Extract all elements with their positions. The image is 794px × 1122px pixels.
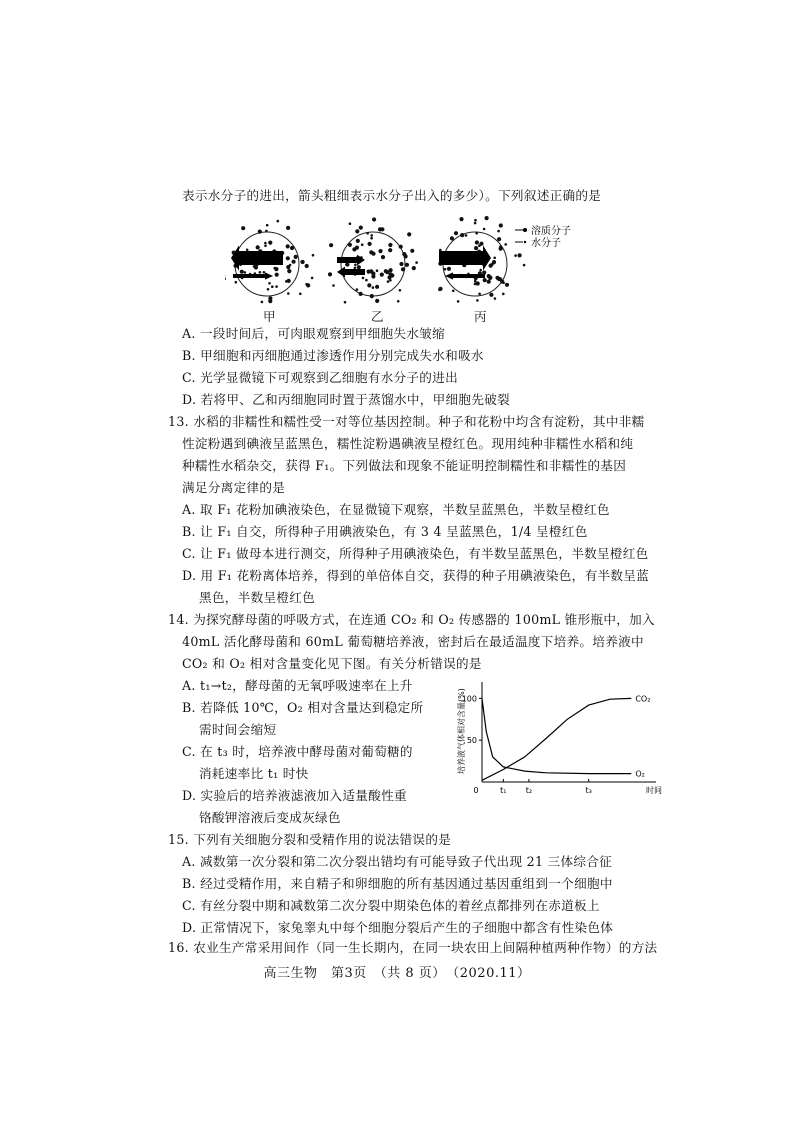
molecule-dot bbox=[474, 222, 477, 225]
molecule-dot bbox=[505, 283, 509, 287]
molecule-dot bbox=[399, 289, 402, 292]
molecule-dot bbox=[355, 246, 359, 250]
molecule-dot bbox=[294, 255, 298, 259]
molecule-dot bbox=[369, 269, 373, 273]
molecule-dot bbox=[258, 230, 262, 234]
q15-option-b: B. 经过受精作用，来自精子和卵细胞的所有基因通过基因重组到一个细胞中 bbox=[182, 876, 613, 891]
molecule-dot bbox=[367, 283, 371, 287]
molecule-dot bbox=[289, 264, 292, 267]
molecule-dot bbox=[460, 233, 464, 237]
page-footer: 高三生物 第3页 （共 8 页） （2020.11） bbox=[263, 966, 531, 981]
q15-option-c: C. 有丝分裂中期和减数第二次分裂中期染色体的着丝点都排列在赤道板上 bbox=[182, 898, 600, 913]
x-tick-label: 0 bbox=[473, 786, 479, 795]
molecule-dot bbox=[246, 249, 249, 252]
molecule-dot bbox=[474, 219, 477, 222]
molecule-dot bbox=[459, 217, 463, 221]
q14-stem-3: CO₂ 和 O₂ 相对含量变化见下图。有关分析错误的是 bbox=[182, 656, 482, 671]
molecule-dot bbox=[277, 220, 280, 223]
molecule-dot bbox=[475, 232, 478, 235]
molecule-dot bbox=[356, 288, 359, 291]
x-tick-label: t₃ bbox=[585, 786, 592, 795]
molecule-dot bbox=[225, 278, 226, 281]
molecule-dot bbox=[286, 256, 290, 260]
molecule-dot bbox=[476, 299, 479, 302]
molecule-dot bbox=[497, 230, 500, 233]
molecule-dot bbox=[375, 285, 379, 289]
molecule-dot bbox=[267, 288, 270, 291]
molecule-dot bbox=[483, 278, 487, 282]
molecule-dot bbox=[387, 280, 390, 283]
solute-legend-dot bbox=[523, 228, 527, 232]
molecule-dot bbox=[438, 288, 441, 291]
molecule-dot bbox=[370, 294, 374, 298]
q12-option-b: B. 甲细胞和丙细胞通过渗透作用分别完成失水和吸水 bbox=[182, 348, 484, 363]
molecule-dot bbox=[241, 226, 245, 230]
molecule-dot bbox=[263, 271, 266, 274]
molecule-dot bbox=[359, 292, 363, 296]
molecule-dot bbox=[378, 227, 382, 231]
molecule-dot bbox=[474, 246, 478, 250]
molecule-dot bbox=[348, 243, 352, 247]
legend bbox=[515, 224, 571, 249]
molecule-dot bbox=[266, 224, 269, 227]
molecule-dot bbox=[447, 267, 451, 271]
q12-option-d: D. 若将甲、乙和丙细胞同时置于蒸馏水中，甲细胞先破裂 bbox=[182, 392, 511, 407]
q13-stem-4: 满足分离定律的是 bbox=[182, 480, 286, 495]
series-label: O₂ bbox=[635, 769, 645, 779]
molecule-dot bbox=[388, 243, 392, 247]
legend-solute: 溶质分子 bbox=[531, 226, 571, 237]
molecule-dot bbox=[290, 246, 294, 250]
molecule-dot bbox=[497, 237, 501, 241]
series-line-co2 bbox=[482, 698, 631, 780]
q15-option-a: A. 减数第一次分裂和第二次分裂出错均有可能导致子代出现 21 三体综合征 bbox=[182, 854, 613, 869]
molecule-dot bbox=[311, 277, 314, 280]
molecule-dot bbox=[494, 297, 497, 300]
molecule-dot bbox=[499, 245, 502, 248]
series-line-o2 bbox=[482, 698, 631, 773]
molecule-dot bbox=[264, 242, 267, 245]
cell-label-yi: 乙 bbox=[371, 309, 384, 324]
molecule-dot bbox=[372, 286, 375, 289]
molecule-dot bbox=[244, 271, 247, 274]
x-axis-label: 时间 bbox=[646, 786, 662, 795]
molecule-dot bbox=[475, 240, 479, 244]
molecule-dot bbox=[355, 229, 359, 233]
molecule-dot bbox=[356, 239, 360, 243]
molecule-dot bbox=[401, 267, 405, 271]
q13-option-d: D. 用 F₁ 花粉离体培养，得到的单倍体自交，获得的种子用碘液染色，有半数呈蓝 bbox=[182, 568, 650, 583]
series-label: CO₂ bbox=[635, 694, 651, 704]
molecule-dot bbox=[268, 299, 272, 303]
molecule-dot bbox=[265, 230, 268, 233]
q13-stem-1: 13. 水稻的非糯性和糯性受一对等位基因控制。种子和花粉中均含有淀粉，其中非糯 bbox=[168, 414, 645, 429]
x-tick-label: t₁ bbox=[500, 786, 507, 795]
molecule-dot bbox=[476, 281, 480, 285]
chart-text bbox=[456, 688, 662, 795]
molecule-dot bbox=[479, 269, 482, 272]
molecule-dot bbox=[407, 232, 411, 236]
molecule-dot bbox=[370, 234, 373, 237]
cell-yi bbox=[328, 217, 418, 303]
molecule-dot bbox=[287, 269, 291, 273]
molecule-dot bbox=[365, 279, 368, 282]
molecule-dot bbox=[344, 301, 347, 304]
water-legend-dot bbox=[524, 241, 526, 243]
molecule-dot bbox=[474, 280, 477, 283]
molecule-dot bbox=[268, 282, 271, 285]
molecule-dot bbox=[488, 276, 492, 280]
q14-option-c: C. 在 t₃ 时，培养液中酵母菌对葡萄糖的 bbox=[182, 744, 413, 759]
molecule-dot bbox=[354, 267, 357, 270]
molecule-dot bbox=[292, 260, 296, 264]
q13-stem-2: 性淀粉遇到碘液呈蓝黑色，糯性淀粉遇碘液呈橙红色。现用纯种非糯性水稻和纯 bbox=[182, 436, 634, 451]
molecule-dot bbox=[362, 277, 365, 280]
molecule-dot bbox=[261, 301, 264, 304]
cell-jia bbox=[225, 220, 314, 303]
y-tick-label: 100 bbox=[461, 694, 477, 704]
q16-stem: 16. 农业生产常采用间作（同一生长期内，在同一块农田上间隔种植两种作物）的方法 bbox=[168, 940, 658, 955]
molecule-dot bbox=[399, 245, 403, 249]
molecule-dot bbox=[299, 293, 302, 296]
molecule-dot bbox=[489, 293, 493, 297]
molecule-dot bbox=[405, 263, 409, 267]
q12-option-a: A. 一段时间后，可肉眼观察到甲细胞失水皱缩 bbox=[182, 326, 445, 341]
molecule-dot bbox=[274, 267, 278, 271]
molecule-dot bbox=[387, 275, 391, 279]
y-tick-label: 50 bbox=[466, 736, 477, 746]
molecule-dot bbox=[301, 260, 305, 264]
molecule-dot bbox=[359, 226, 363, 230]
molecule-dot bbox=[368, 242, 372, 246]
molecule-dot bbox=[366, 232, 369, 235]
q14-option-c-cont: 消耗速率比 t₁ 时快 bbox=[199, 766, 309, 781]
molecule-dot bbox=[465, 234, 468, 237]
molecule-dot bbox=[474, 283, 477, 286]
molecule-dot bbox=[264, 245, 267, 248]
molecule-dot bbox=[345, 263, 348, 266]
legend-water: 水分子 bbox=[531, 238, 561, 249]
q14-option-d: D. 实验后的培养液滤液加入适量酸性重 bbox=[182, 788, 407, 803]
molecule-dot bbox=[372, 217, 376, 221]
q13-stem-3: 种糯性水稻杂交，获得 F₁。下列做法和现象不能证明控制糯性和非糯性的基因 bbox=[182, 458, 627, 473]
q13-option-b: B. 让 F₁ 自交，所得种子用碘液染色，有 3 4 呈蓝黑色，1/4 呈橙红色 bbox=[182, 524, 588, 539]
molecule-dot bbox=[452, 290, 455, 293]
molecule-dot bbox=[256, 245, 260, 249]
chart-series bbox=[482, 694, 650, 780]
molecule-dot bbox=[378, 249, 382, 253]
molecule-dot bbox=[259, 271, 262, 274]
molecule-dot bbox=[329, 243, 333, 247]
molecule-dot bbox=[380, 273, 384, 277]
q13-option-c: C. 让 F₁ 做母本进行测交，所得种子用碘液染色，有半数呈蓝黑色，半数呈橙红色 bbox=[182, 546, 649, 561]
molecule-dot bbox=[376, 269, 379, 272]
y-axis-label: 培养液气体相对含量(%) bbox=[457, 688, 466, 774]
molecule-dot bbox=[502, 293, 505, 296]
q14-stem-1: 14. 为探究酵母菌的呼吸方式，在连通 CO₂ 和 O₂ 传感器的 100mL 锥形瓶中，加入 bbox=[168, 612, 655, 627]
molecule-dot bbox=[375, 299, 379, 303]
molecule-dot bbox=[493, 257, 496, 260]
molecule-dot bbox=[454, 231, 458, 235]
cell-bing bbox=[438, 216, 525, 303]
q14-option-b-cont: 需时间会缩短 bbox=[199, 722, 277, 737]
molecule-dot bbox=[388, 248, 392, 252]
molecule-dot bbox=[305, 264, 309, 268]
molecule-dot bbox=[523, 264, 526, 267]
molecule-dot bbox=[286, 226, 290, 230]
molecule-dot bbox=[268, 241, 272, 245]
molecule-dot bbox=[491, 263, 494, 266]
molecule-dot bbox=[240, 270, 244, 274]
molecule-dot bbox=[235, 281, 238, 284]
molecule-dot bbox=[275, 285, 278, 288]
molecule-dot bbox=[357, 265, 361, 269]
molecule-dot bbox=[504, 243, 507, 246]
molecule-dot bbox=[275, 273, 279, 277]
gas-content-chart bbox=[442, 672, 667, 798]
molecule-dot bbox=[415, 261, 418, 264]
molecule-dot bbox=[444, 268, 447, 271]
molecule-dot bbox=[371, 252, 375, 256]
molecule-dot bbox=[402, 252, 406, 256]
q13-option-d-cont: 黑色，半数呈橙红色 bbox=[199, 590, 316, 605]
molecule-dot bbox=[502, 281, 505, 284]
q14-stem-2: 40mL 活化酵母菌和 60mL 葡萄糖培养液，密封后在最适温度下培养。培养液中 bbox=[182, 634, 644, 649]
molecule-dot bbox=[389, 268, 393, 272]
molecule-dot bbox=[483, 228, 486, 231]
molecule-dot bbox=[286, 244, 290, 248]
molecule-dot bbox=[349, 222, 352, 225]
q15-stem: 15. 下列有关细胞分裂和受精作用的说法错误的是 bbox=[168, 832, 452, 847]
molecule-dot bbox=[485, 216, 489, 220]
molecule-dot bbox=[450, 236, 454, 240]
q12-option-c: C. 光学显微镜下可观察到乙细胞有水分子的进出 bbox=[182, 370, 458, 385]
molecule-dot bbox=[370, 237, 373, 240]
molecule-dot bbox=[478, 293, 481, 296]
osmosis-figure bbox=[225, 212, 585, 324]
molecule-dot bbox=[306, 283, 310, 287]
molecule-dot bbox=[361, 243, 364, 246]
molecule-dot bbox=[255, 267, 258, 270]
cell-label-bing: 丙 bbox=[474, 309, 487, 324]
x-tick-label: t₂ bbox=[525, 786, 533, 795]
molecule-dot bbox=[410, 249, 414, 253]
molecule-dot bbox=[271, 285, 274, 288]
q13-option-a: A. 取 F₁ 花粉加碘液染色，在显微镜下观察，半数呈蓝黑色，半数呈橙红色 bbox=[182, 502, 610, 517]
intro-line: 表示水分子的进出，箭头粗细表示水分子出入的多少）。下列叙述正确的是 bbox=[182, 188, 602, 203]
molecule-dot bbox=[514, 254, 517, 257]
molecule-dot bbox=[287, 279, 291, 283]
q14-option-a: A. t₁→t₂，酵母菌的无氧呼吸速率在上升 bbox=[182, 678, 413, 693]
molecule-dot bbox=[518, 253, 522, 257]
molecule-dot bbox=[371, 274, 375, 278]
q14-option-b: B. 若降低 10℃，O₂ 相对含量达到稳定所 bbox=[182, 700, 424, 715]
q15-option-d: D. 正常情况下，家兔睾丸中每个细胞分裂后产生的子细胞中都含有性染色体 bbox=[182, 920, 614, 935]
q14-option-d-cont: 铬酸钾溶液后变成灰绿色 bbox=[199, 810, 341, 825]
molecule-dot bbox=[499, 223, 503, 227]
molecule-dot bbox=[287, 292, 290, 295]
molecule-dot bbox=[328, 272, 332, 276]
molecule-dot bbox=[457, 300, 460, 303]
molecule-dot bbox=[399, 262, 403, 266]
molecule-dot bbox=[478, 244, 481, 247]
molecule-dot bbox=[354, 264, 357, 267]
molecule-dot bbox=[381, 255, 385, 259]
molecule-dot bbox=[332, 284, 335, 287]
molecule-dot bbox=[412, 266, 416, 270]
molecule-dot bbox=[312, 254, 315, 257]
molecule-dot bbox=[397, 300, 400, 303]
cell-label-jia: 甲 bbox=[263, 309, 276, 324]
molecule-dot bbox=[487, 280, 491, 284]
